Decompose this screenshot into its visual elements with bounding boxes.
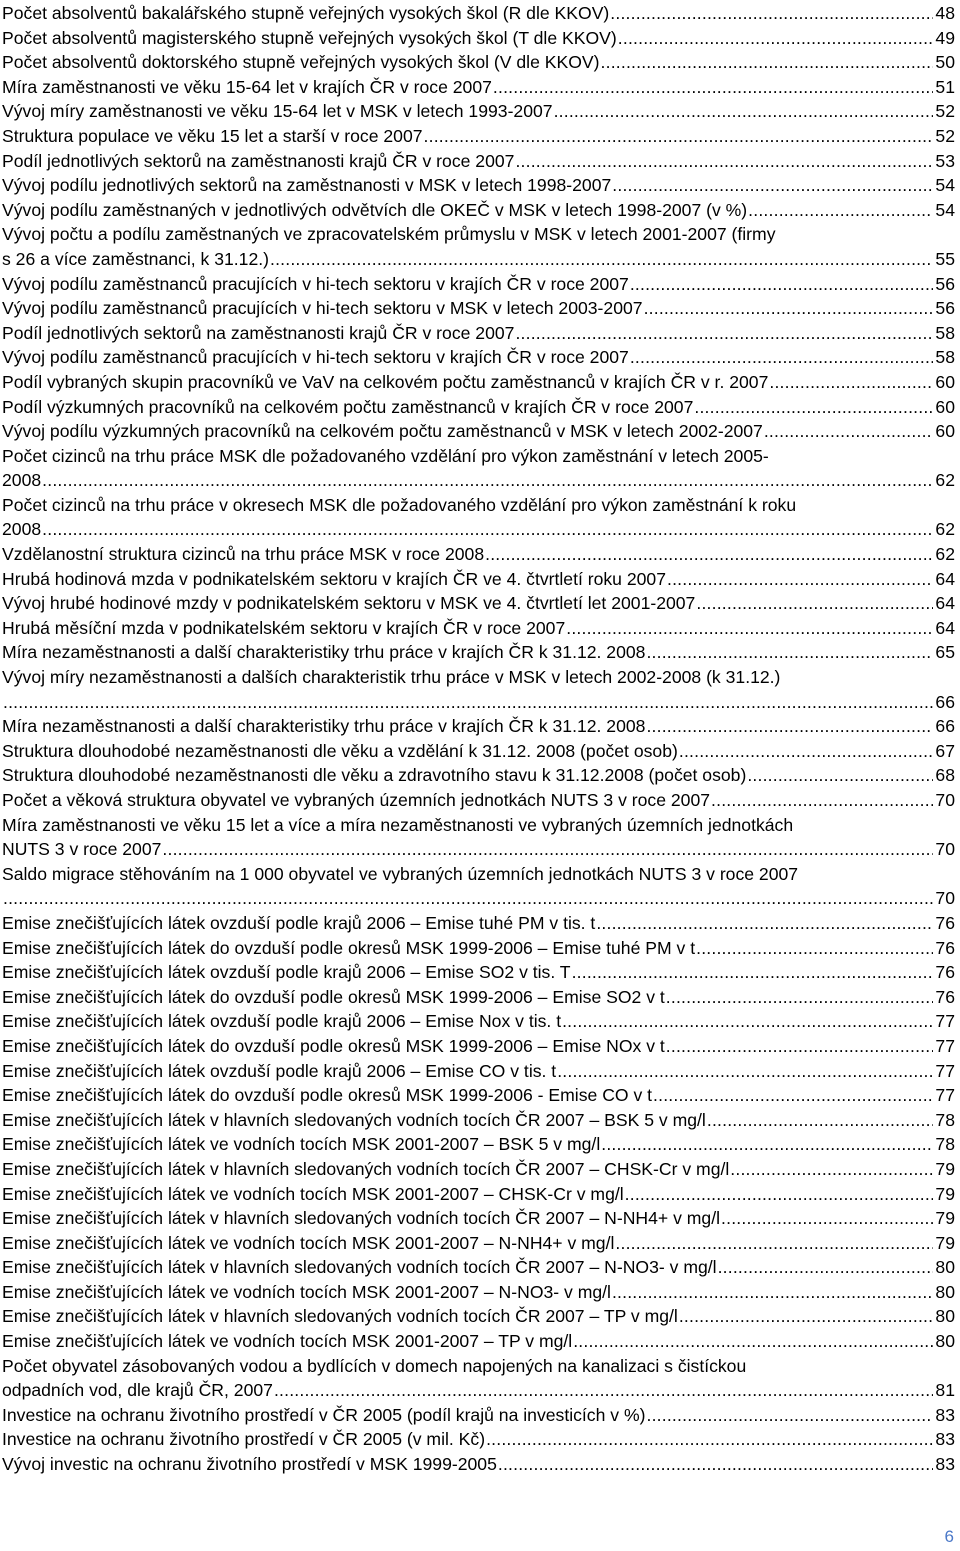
toc-entry-title: Emise znečišťujících látek do ovzduší podle okresů MSK 1999-2006 – Emise NOx v t bbox=[2, 1035, 665, 1056]
toc-entry-last-line bbox=[2, 763, 955, 788]
toc-entry-page: 66 bbox=[935, 716, 955, 737]
toc-entry-last-line bbox=[2, 985, 955, 1010]
toc-entry-title: Emise znečišťujících látek v hlavních sledovaných vodních tocích ČR 2007 – N-NH4+ v mg/l bbox=[2, 1208, 721, 1229]
toc-entry-title: Emise znečišťujících látek v hlavních sledovaných vodních tocích ČR 2007 – N-NO3- v mg/l bbox=[2, 1257, 717, 1278]
toc-entry-page: 54 bbox=[935, 175, 955, 196]
toc-entry-page: 83 bbox=[935, 1454, 955, 1475]
toc-entry-last-line bbox=[2, 1255, 955, 1280]
dot-leader bbox=[747, 763, 933, 788]
dot-leader bbox=[646, 640, 933, 665]
toc-entry-last-line bbox=[2, 419, 955, 444]
dot-leader bbox=[666, 1034, 934, 1059]
toc-entry[interactable] bbox=[2, 1329, 955, 1354]
toc-entry[interactable] bbox=[2, 1083, 955, 1108]
toc-entry-title: Vývoj podílu zaměstnanců pracujících v hi-tech sektoru v MSK v letech 2003-2007 bbox=[2, 298, 643, 319]
toc-entry[interactable] bbox=[2, 1206, 955, 1231]
dot-leader bbox=[679, 1304, 934, 1329]
toc-entry[interactable] bbox=[2, 960, 955, 985]
toc-entry-title: Emise znečišťujících látek ovzduší podle krajů 2006 – Emise CO v tis. t bbox=[2, 1060, 557, 1081]
dot-leader bbox=[493, 75, 934, 100]
toc-entry[interactable] bbox=[2, 1059, 955, 1084]
toc-entry-title: Vývoj míry zaměstnanosti ve věku 15-64 let v MSK v letech 1993-2007 bbox=[2, 101, 553, 122]
toc-entry-title: odpadních vod, dle krajů ČR, 2007 bbox=[2, 1380, 273, 1401]
toc-entry-page: 55 bbox=[935, 248, 955, 269]
toc-entry[interactable] bbox=[2, 444, 955, 493]
toc-entry-title: Emise znečišťujících látek ve vodních tocích MSK 2001-2007 – TP v mg/l bbox=[2, 1331, 573, 1352]
toc-entry-last-line bbox=[2, 640, 955, 665]
toc-entry-last-line bbox=[2, 1009, 955, 1034]
dot-leader bbox=[618, 26, 934, 51]
toc-entry-last-line bbox=[2, 1034, 955, 1059]
toc-entry-title: Vývoj podílu zaměstnanců pracujících v hi-tech sektoru v krajích ČR v roce 2007 bbox=[2, 347, 629, 368]
toc-entry-title: Podíl jednotlivých sektorů na zaměstnanosti krajů ČR v roce 2007 bbox=[2, 322, 515, 343]
toc-entry-title: Hrubá měsíční mzda v podnikatelském sektoru v krajích ČR v roce 2007 bbox=[2, 617, 566, 638]
toc-entry-page: 78 bbox=[935, 1134, 955, 1155]
toc-entry-page: 51 bbox=[935, 76, 955, 97]
toc-entry[interactable] bbox=[2, 665, 955, 714]
toc-entry-title: s 26 a více zaměstnanci, k 31.12.) bbox=[2, 248, 269, 269]
dot-leader bbox=[769, 370, 933, 395]
toc-entry-title: Vývoj podílu jednotlivých sektorů na zaměstnanosti v MSK v letech 1998-2007 bbox=[2, 175, 612, 196]
dot-leader bbox=[601, 50, 934, 75]
toc-entry[interactable] bbox=[2, 26, 955, 51]
toc-entry-last-line bbox=[2, 173, 955, 198]
dot-leader bbox=[566, 616, 933, 641]
toc-entry-last-line bbox=[2, 886, 955, 911]
toc-entry-page: 49 bbox=[935, 27, 955, 48]
dot-leader bbox=[694, 395, 933, 420]
toc-entry-title: Míra zaměstnanosti ve věku 15-64 let v krajích ČR v roce 2007 bbox=[2, 76, 492, 97]
dot-leader bbox=[424, 124, 934, 149]
toc-entry[interactable] bbox=[2, 1231, 955, 1256]
dot-leader bbox=[42, 517, 933, 542]
dot-leader bbox=[3, 690, 933, 715]
dot-leader bbox=[612, 1280, 933, 1305]
toc-entry[interactable] bbox=[2, 542, 955, 567]
toc-entry[interactable] bbox=[2, 1255, 955, 1280]
toc-entry-page: 77 bbox=[935, 1035, 955, 1056]
toc-entry-title: Míra nezaměstnanosti a další charakteristiky trhu práce v krajích ČR k 31.12. 2008 bbox=[2, 716, 646, 737]
dot-leader bbox=[730, 1157, 933, 1182]
toc-entry-page: 56 bbox=[935, 298, 955, 319]
dot-leader bbox=[486, 1427, 933, 1452]
toc-entry-last-line bbox=[2, 714, 955, 739]
toc-entry-page: 50 bbox=[935, 52, 955, 73]
toc-entry-last-line bbox=[2, 1329, 955, 1354]
toc-entry-title: Vývoj podílu výzkumných pracovníků na celkovém počtu zaměstnanců v MSK v letech 2002-2007 bbox=[2, 421, 763, 442]
toc-entry-page: 70 bbox=[935, 839, 955, 860]
toc-entry[interactable] bbox=[2, 173, 955, 198]
toc-entry-last-line bbox=[2, 1, 955, 26]
dot-leader bbox=[667, 567, 933, 592]
toc-entry-page: 58 bbox=[935, 322, 955, 343]
toc-entry[interactable] bbox=[2, 1403, 955, 1428]
toc-entry-last-line bbox=[2, 395, 955, 420]
toc-entry[interactable] bbox=[2, 198, 955, 223]
toc-entry-title: Podíl vybraných skupin pracovníků ve VaV na celkovém počtu zaměstnanců v krajích ČR v r. 2007 bbox=[2, 371, 769, 392]
dot-leader bbox=[572, 960, 934, 985]
toc-entry[interactable] bbox=[2, 419, 955, 444]
toc-entry-page: 79 bbox=[935, 1232, 955, 1253]
toc-entry-page: 76 bbox=[935, 912, 955, 933]
toc-entry-page: 81 bbox=[935, 1380, 955, 1401]
toc-entry-last-line bbox=[2, 911, 955, 936]
toc-entry-last-line bbox=[2, 99, 955, 124]
toc-entry-last-line bbox=[2, 468, 955, 493]
toc-entry-title: Struktura populace ve věku 15 let a starší v roce 2007 bbox=[2, 125, 423, 146]
toc-entry-page: 76 bbox=[935, 937, 955, 958]
toc-entry-title: Podíl výzkumných pracovníků na celkovém počtu zaměstnanců v krajích ČR v roce 2007 bbox=[2, 396, 694, 417]
toc-entry-page: 64 bbox=[935, 568, 955, 589]
toc-entry-page: 48 bbox=[935, 3, 955, 23]
dot-leader bbox=[515, 149, 933, 174]
toc-entry-last-line bbox=[2, 1231, 955, 1256]
dot-leader bbox=[696, 936, 933, 961]
toc-entry-page: 83 bbox=[935, 1404, 955, 1425]
toc-entry-title-line: Míra zaměstnanosti ve věku 15 let a více a míra nezaměstnanosti ve vybraných územních jednotkách bbox=[2, 814, 794, 835]
toc-entry-title-line: Počet cizinců na trhu práce v okresech MSK dle požadovaného vzdělání pro výkon zaměstnání k roku bbox=[2, 494, 797, 515]
toc-entry-title: Emise znečišťujících látek ovzduší podle krajů 2006 – Emise SO2 v tis. T bbox=[2, 962, 571, 983]
toc-entry[interactable] bbox=[2, 1, 955, 26]
toc-entry-last-line bbox=[2, 149, 955, 174]
toc-entry[interactable] bbox=[2, 370, 955, 395]
toc-entry-title-line: Vývoj míry nezaměstnanosti a dalších charakteristik trhu práce v MSK v letech 2002-2008 (k 31.12.) bbox=[2, 667, 781, 688]
toc-entry-page: 62 bbox=[935, 544, 955, 565]
toc-entry-title-line: Saldo migrace stěhováním na 1 000 obyvatel ve vybraných územních jednotkách NUTS 3 v roce 2007 bbox=[2, 863, 799, 884]
toc-entry-last-line bbox=[2, 272, 955, 297]
toc-entry-page: 70 bbox=[935, 888, 955, 909]
toc-entry-title: Hrubá hodinová mzda v podnikatelském sektoru v krajích ČR ve 4. čtvrtletí roku 2007 bbox=[2, 568, 666, 589]
toc-entry-page: 80 bbox=[935, 1306, 955, 1327]
toc-entry-page: 54 bbox=[935, 199, 955, 220]
toc-entry-page: 80 bbox=[935, 1331, 955, 1352]
toc-entry[interactable] bbox=[2, 1427, 955, 1452]
toc-entry[interactable] bbox=[2, 788, 955, 813]
toc-entry-last-line bbox=[2, 124, 955, 149]
toc-entry-title: Emise znečišťujících látek ve vodních tocích MSK 2001-2007 – N-NH4+ v mg/l bbox=[2, 1232, 615, 1253]
toc-entry-title-line: Vývoj počtu a podílu zaměstnaných ve zpracovatelském průmyslu v MSK v letech 2001-2007 (firmy bbox=[2, 224, 776, 245]
toc-entry[interactable] bbox=[2, 1157, 955, 1182]
toc-entry-last-line bbox=[2, 616, 955, 641]
toc-entry-title: 2008 bbox=[2, 519, 42, 540]
toc-entry-title: Vývoj podílu zaměstnanců pracujících v hi-tech sektoru v krajích ČR v roce 2007 bbox=[2, 273, 629, 294]
toc-entry-page: 60 bbox=[935, 371, 955, 392]
dot-leader bbox=[644, 296, 934, 321]
toc-entry[interactable] bbox=[2, 1280, 955, 1305]
toc-entry-page: 65 bbox=[935, 642, 955, 663]
toc-entry[interactable] bbox=[2, 1034, 955, 1059]
toc-entry-title: Emise znečišťujících látek do ovzduší podle okresů MSK 1999-2006 – Emise tuhé PM v t bbox=[2, 937, 696, 958]
toc-entry[interactable] bbox=[2, 714, 955, 739]
toc-entry[interactable] bbox=[2, 813, 955, 862]
toc-entry-last-line bbox=[2, 960, 955, 985]
toc-entry-last-line bbox=[2, 1427, 955, 1452]
toc-entry-page: 64 bbox=[935, 593, 955, 614]
toc-entry-page: 80 bbox=[935, 1281, 955, 1302]
toc-entry-title: Počet absolventů doktorského stupně veřejných vysokých škol (V dle KKOV) bbox=[2, 52, 600, 73]
toc-entry-page: 70 bbox=[935, 790, 955, 810]
toc-entry-last-line bbox=[2, 591, 955, 616]
toc-entry-title: Emise znečišťujících látek v hlavních sledovaných vodních tocích ČR 2007 – CHSK-Cr v mg/l bbox=[2, 1158, 730, 1179]
toc-entry[interactable] bbox=[2, 493, 955, 542]
table-of-figures bbox=[2, 1, 955, 1477]
toc-entry[interactable] bbox=[2, 985, 955, 1010]
toc-entry-title: Vývoj hrubé hodinové mzdy v podnikatelském sektoru v MSK ve 4. čtvrtletí let 2001-2007 bbox=[2, 593, 696, 614]
toc-entry-last-line bbox=[2, 1378, 955, 1403]
toc-entry-title: Počet a věková struktura obyvatel ve vybraných územních jednotkách NUTS 3 v roce 2007 bbox=[2, 790, 711, 810]
dot-leader bbox=[615, 1231, 933, 1256]
toc-entry[interactable] bbox=[2, 911, 955, 936]
toc-entry-page: 78 bbox=[935, 1109, 955, 1130]
toc-entry-title: Vzdělanostní struktura cizinců na trhu práce MSK v roce 2008 bbox=[2, 544, 485, 565]
toc-entry-title: Emise znečišťujících látek ve vodních tocích MSK 2001-2007 – CHSK-Cr v mg/l bbox=[2, 1183, 624, 1204]
toc-entry-title: Emise znečišťujících látek v hlavních sledovaných vodních tocích ČR 2007 – TP v mg/l bbox=[2, 1306, 678, 1327]
toc-entry[interactable] bbox=[2, 616, 955, 641]
page-number: 6 bbox=[944, 1527, 954, 1546]
toc-entry-last-line bbox=[2, 1304, 955, 1329]
toc-entry-page: 56 bbox=[935, 273, 955, 294]
toc-entry-page: 79 bbox=[935, 1183, 955, 1204]
toc-entry-last-line bbox=[2, 1059, 955, 1084]
toc-entry-last-line bbox=[2, 1206, 955, 1231]
dot-leader bbox=[601, 1132, 933, 1157]
dot-leader bbox=[630, 272, 934, 297]
toc-entry-last-line bbox=[2, 788, 955, 813]
dot-leader bbox=[498, 1452, 934, 1477]
toc-entry[interactable] bbox=[2, 1354, 955, 1403]
toc-entry-title: NUTS 3 v roce 2007 bbox=[2, 839, 162, 860]
toc-entry-page: 76 bbox=[935, 986, 955, 1007]
toc-entry-last-line bbox=[2, 517, 955, 542]
toc-entry-title: Emise znečišťujících látek do ovzduší podle okresů MSK 1999-2006 - Emise CO v t bbox=[2, 1085, 653, 1106]
toc-entry-title-line: Počet obyvatel zásobovaných vodou a bydlících v domech napojených na kanalizaci s čistíckou bbox=[2, 1355, 747, 1376]
toc-entry-page: 77 bbox=[935, 1085, 955, 1106]
toc-entry-page: 79 bbox=[935, 1158, 955, 1179]
toc-entry-page: 79 bbox=[935, 1208, 955, 1229]
toc-entry-last-line bbox=[2, 26, 955, 51]
toc-entry[interactable] bbox=[2, 395, 955, 420]
toc-entry-title: Struktura dlouhodobé nezaměstnanosti dle věku a vzdělání k 31.12. 2008 (počet osob) bbox=[2, 740, 678, 761]
toc-entry-page: 62 bbox=[935, 519, 955, 540]
toc-entry-last-line bbox=[2, 1083, 955, 1108]
toc-entry-last-line bbox=[2, 1132, 955, 1157]
dot-leader bbox=[646, 714, 933, 739]
toc-entry-last-line bbox=[2, 1452, 955, 1477]
dot-leader bbox=[748, 198, 933, 223]
dot-leader bbox=[162, 837, 933, 862]
toc-entry[interactable] bbox=[2, 321, 955, 346]
dot-leader bbox=[270, 247, 933, 272]
toc-entry-last-line bbox=[2, 75, 955, 100]
toc-entry-title: 2008 bbox=[2, 470, 42, 491]
toc-entry-page: 62 bbox=[935, 470, 955, 491]
toc-entry-last-line bbox=[2, 837, 955, 862]
toc-entry[interactable] bbox=[2, 149, 955, 174]
toc-entry[interactable] bbox=[2, 1108, 955, 1133]
dot-leader bbox=[562, 1009, 933, 1034]
toc-entry-last-line bbox=[2, 567, 955, 592]
toc-entry-page: 58 bbox=[935, 347, 955, 368]
toc-entry[interactable] bbox=[2, 296, 955, 321]
toc-entry-last-line bbox=[2, 321, 955, 346]
toc-entry-title: Počet absolventů magisterského stupně veřejných vysokých škol (T dle KKOV) bbox=[2, 27, 617, 48]
toc-entry-title: Vývoj investic na ochranu životního prostředí v MSK 1999-2005 bbox=[2, 1454, 497, 1475]
dot-leader bbox=[3, 886, 933, 911]
dot-leader bbox=[612, 173, 933, 198]
dot-leader bbox=[679, 739, 934, 764]
dot-leader bbox=[707, 1108, 934, 1133]
toc-entry-title: Emise znečišťujících látek v hlavních sledovaných vodních tocích ČR 2007 – BSK 5 v mg/l bbox=[2, 1109, 706, 1130]
dot-leader bbox=[764, 419, 934, 444]
dot-leader bbox=[515, 321, 933, 346]
toc-entry-page: 60 bbox=[935, 421, 955, 442]
toc-entry[interactable] bbox=[2, 124, 955, 149]
toc-entry-title: Počet absolventů bakalářského stupně veřejných vysokých škol (R dle KKOV) bbox=[2, 3, 610, 23]
toc-entry-last-line bbox=[2, 50, 955, 75]
toc-entry-last-line bbox=[2, 542, 955, 567]
toc-entry[interactable] bbox=[2, 739, 955, 764]
toc-entry[interactable] bbox=[2, 1304, 955, 1329]
toc-entry-last-line bbox=[2, 1403, 955, 1428]
toc-entry-last-line bbox=[2, 1157, 955, 1182]
dot-leader bbox=[610, 1, 933, 26]
dot-leader bbox=[711, 788, 933, 813]
toc-entry-title: Míra nezaměstnanosti a další charakteristiky trhu práce v krajích ČR k 31.12. 2008 bbox=[2, 642, 646, 663]
toc-entry-title: Emise znečišťujících látek ovzduší podle krajů 2006 – Emise tuhé PM v tis. t bbox=[2, 912, 596, 933]
dot-leader bbox=[596, 911, 933, 936]
toc-entry-page: 83 bbox=[935, 1429, 955, 1450]
toc-entry-last-line bbox=[2, 370, 955, 395]
toc-entry-title: Podíl jednotlivých sektorů na zaměstnanosti krajů ČR v roce 2007 bbox=[2, 150, 515, 171]
toc-entry[interactable] bbox=[2, 763, 955, 788]
toc-entry[interactable] bbox=[2, 345, 955, 370]
dot-leader bbox=[721, 1206, 933, 1231]
toc-entry-page: 60 bbox=[935, 396, 955, 417]
toc-entry-page: 77 bbox=[935, 1060, 955, 1081]
toc-entry[interactable] bbox=[2, 591, 955, 616]
dot-leader bbox=[557, 1059, 933, 1084]
dot-leader bbox=[653, 1083, 933, 1108]
toc-entry-last-line bbox=[2, 198, 955, 223]
toc-entry-last-line bbox=[2, 345, 955, 370]
toc-entry-title: Emise znečišťujících látek ve vodních tocích MSK 2001-2007 – N-NO3- v mg/l bbox=[2, 1281, 611, 1302]
toc-entry-page: 64 bbox=[935, 617, 955, 638]
toc-entry[interactable] bbox=[2, 99, 955, 124]
toc-entry[interactable] bbox=[2, 640, 955, 665]
toc-entry-title: Emise znečišťujících látek do ovzduší podle okresů MSK 1999-2006 – Emise SO2 v t bbox=[2, 986, 665, 1007]
toc-entry-last-line bbox=[2, 936, 955, 961]
toc-entry[interactable] bbox=[2, 1132, 955, 1157]
toc-entry-page: 80 bbox=[935, 1257, 955, 1278]
toc-entry[interactable] bbox=[2, 272, 955, 297]
toc-entry-page: 52 bbox=[935, 125, 955, 146]
dot-leader bbox=[554, 99, 934, 124]
toc-entry-title: Emise znečišťujících látek ve vodních tocích MSK 2001-2007 – BSK 5 v mg/l bbox=[2, 1134, 601, 1155]
toc-entry-title-line: Počet cizinců na trhu práce MSK dle požadovaného vzdělání pro výkon zaměstnání v letech 2005- bbox=[2, 445, 769, 466]
toc-entry-title: Emise znečišťujících látek ovzduší podle krajů 2006 – Emise Nox v tis. t bbox=[2, 1011, 562, 1032]
dot-leader bbox=[718, 1255, 934, 1280]
toc-entry-last-line bbox=[2, 1108, 955, 1133]
dot-leader bbox=[666, 985, 934, 1010]
toc-entry-title: Vývoj podílu zaměstnaných v jednotlivých odvětvích dle OKEČ v MSK v letech 1998-2007 (v %) bbox=[2, 199, 748, 220]
toc-entry[interactable] bbox=[2, 567, 955, 592]
toc-entry-last-line bbox=[2, 739, 955, 764]
dot-leader bbox=[274, 1378, 933, 1403]
toc-entry-page: 53 bbox=[935, 150, 955, 171]
toc-entry[interactable] bbox=[2, 862, 955, 911]
toc-entry-page: 67 bbox=[935, 740, 955, 761]
toc-entry-last-line bbox=[2, 1280, 955, 1305]
toc-entry-last-line bbox=[2, 1182, 955, 1207]
toc-entry-page: 77 bbox=[935, 1011, 955, 1032]
toc-entry-last-line bbox=[2, 690, 955, 715]
toc-entry[interactable] bbox=[2, 75, 955, 100]
toc-entry-title: Investice na ochranu životního prostředí v ČR 2005 (v mil. Kč) bbox=[2, 1429, 486, 1450]
toc-entry[interactable] bbox=[2, 936, 955, 961]
dot-leader bbox=[696, 591, 933, 616]
toc-entry[interactable] bbox=[2, 222, 955, 271]
toc-entry-page: 68 bbox=[935, 765, 955, 786]
dot-leader bbox=[42, 468, 933, 493]
toc-entry-title: Investice na ochranu životního prostředí v ČR 2005 (podíl krajů na investicích v %) bbox=[2, 1404, 646, 1425]
toc-entry-last-line bbox=[2, 296, 955, 321]
dot-leader bbox=[625, 1182, 934, 1207]
toc-entry[interactable] bbox=[2, 1182, 955, 1207]
toc-entry[interactable] bbox=[2, 50, 955, 75]
toc-entry-page: 52 bbox=[935, 101, 955, 122]
toc-entry-last-line bbox=[2, 247, 955, 272]
dot-leader bbox=[573, 1329, 933, 1354]
toc-entry[interactable] bbox=[2, 1452, 955, 1477]
dot-leader bbox=[485, 542, 933, 567]
toc-entry[interactable] bbox=[2, 1009, 955, 1034]
dot-leader bbox=[646, 1403, 933, 1428]
dot-leader bbox=[630, 345, 934, 370]
toc-entry-title: Struktura dlouhodobé nezaměstnanosti dle věku a zdravotního stavu k 31.12.2008 (počet osob) bbox=[2, 765, 747, 786]
toc-entry-page: 76 bbox=[935, 962, 955, 983]
toc-entry-page: 66 bbox=[935, 691, 955, 712]
